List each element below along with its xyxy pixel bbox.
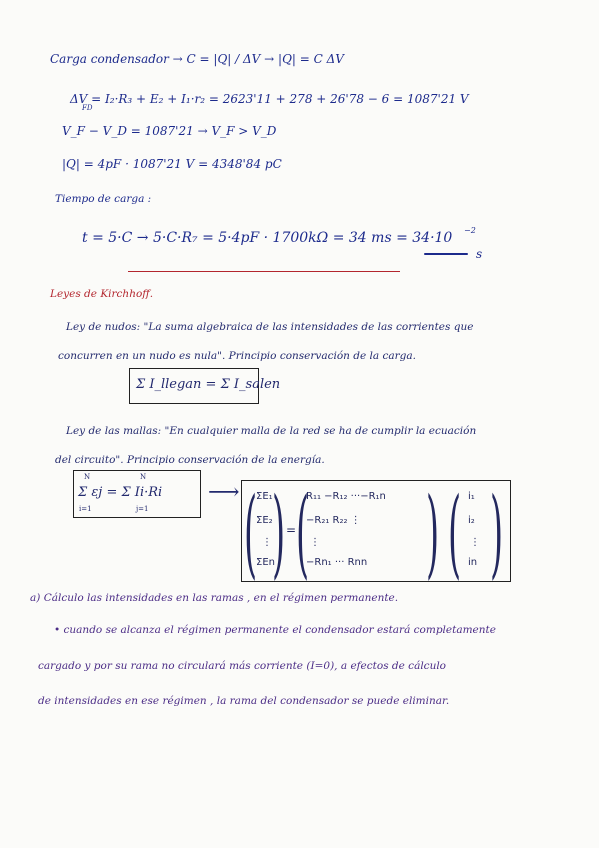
mat-col3-r4: in: [468, 557, 478, 568]
voltage-diff-subscript: FD: [82, 104, 93, 112]
charge-time-heading: Tiempo de carga :: [55, 193, 152, 205]
capacitor-charge-line: Carga condensador → C = |Q| / ΔV → |Q| = C ΔV: [50, 52, 344, 66]
right-paren-col1: ): [272, 477, 286, 589]
charge-time-unit: s: [476, 247, 483, 261]
result-underline: [424, 253, 468, 255]
mat-col1-r2: ΣE₂: [256, 515, 273, 526]
right-paren-col3: ): [490, 477, 504, 589]
mat-col3-r3: ⋮: [470, 537, 480, 548]
part-a-line-2: cargado y por su rama no circulará más corriente (I=0), a efectos de cálculo: [38, 660, 447, 672]
potential-compare-line: V_F − V_D = 1087'21 → V_F > V_D: [62, 124, 277, 138]
mat-col1-r1: ΣE₁: [256, 491, 273, 502]
mat-row4: −Rn₁ ··· Rnn: [306, 557, 368, 568]
mat-col1-r3: ⋮: [262, 537, 272, 548]
left-paren-col3: (: [448, 477, 462, 589]
charge-time-line: t = 5·C → 5·C·R₇ = 5·4pF · 1700kΩ = 34 ms = 34·10: [82, 230, 453, 246]
part-a-line-3: de intensidades en ese régimen , la rama del condensador se puede eliminar.: [38, 695, 450, 707]
section-separator: [128, 271, 400, 272]
charge-time-exponent: −2: [464, 226, 476, 235]
matrix-box: [241, 477, 511, 589]
equals-sign: =: [286, 523, 297, 537]
kirchhoff-title: Leyes de Kirchhoff.: [50, 288, 154, 300]
mesh-law-line-1: Ley de las mallas: "En cualquier malla de la red se ha de cumplir la ecuación: [66, 425, 477, 437]
part-a-title: a) Cálculo las intensidades en las ramas , en el régimen permanente.: [30, 592, 399, 604]
mat-row2: −R₂₁ R₂₂ ⋮: [306, 515, 361, 526]
mat-col3-r2: i₂: [468, 515, 475, 526]
node-law-line-2: concurren en un nudo es nula". Principio conservación de la carga.: [58, 350, 416, 362]
part-a-line-1: • cuando se alcanza el régimen permanente el condensador estará completamente: [54, 624, 496, 636]
charge-value-line: |Q| = 4pF · 1087'21 V = 4348'84 pC: [62, 157, 282, 171]
mesh-sum-bottom-right: j=1: [136, 505, 149, 513]
mat-row1: R₁₁ −R₁₂ ···−R₁n: [306, 491, 386, 502]
voltage-diff-line: ΔV = I₂·R₃ + E₂ + I₁·r₂ = 2623'11 + 278 + 26'78 − 6 = 1087'21 V: [70, 92, 469, 106]
mesh-law-formula: Σ εj = Σ Ii·Ri: [78, 485, 163, 500]
mat-row3: ⋮: [310, 537, 320, 548]
right-paren-matrix: ): [426, 477, 440, 589]
mat-col3-r1: i₁: [468, 491, 475, 502]
node-law-box: [129, 368, 281, 404]
mesh-sum-bottom-left: i=1: [79, 505, 92, 513]
mesh-sum-top-left: N: [84, 473, 91, 481]
node-law-line-1: Ley de nudos: "La suma algebraica de las intensidades de las corrientes que: [66, 321, 474, 333]
node-law-formula: Σ I_llegan = Σ I_salen: [136, 377, 281, 392]
left-paren-col1: (: [244, 477, 258, 589]
mesh-law-line-2: del circuito". Principio conservación de la energía.: [55, 454, 325, 466]
mesh-sum-top-right: N: [140, 473, 147, 481]
implies-arrow: ⟶: [208, 480, 240, 505]
mat-col1-r4: ΣEn: [256, 557, 275, 568]
left-paren-matrix: (: [296, 477, 310, 589]
mesh-law-box: [73, 470, 201, 518]
